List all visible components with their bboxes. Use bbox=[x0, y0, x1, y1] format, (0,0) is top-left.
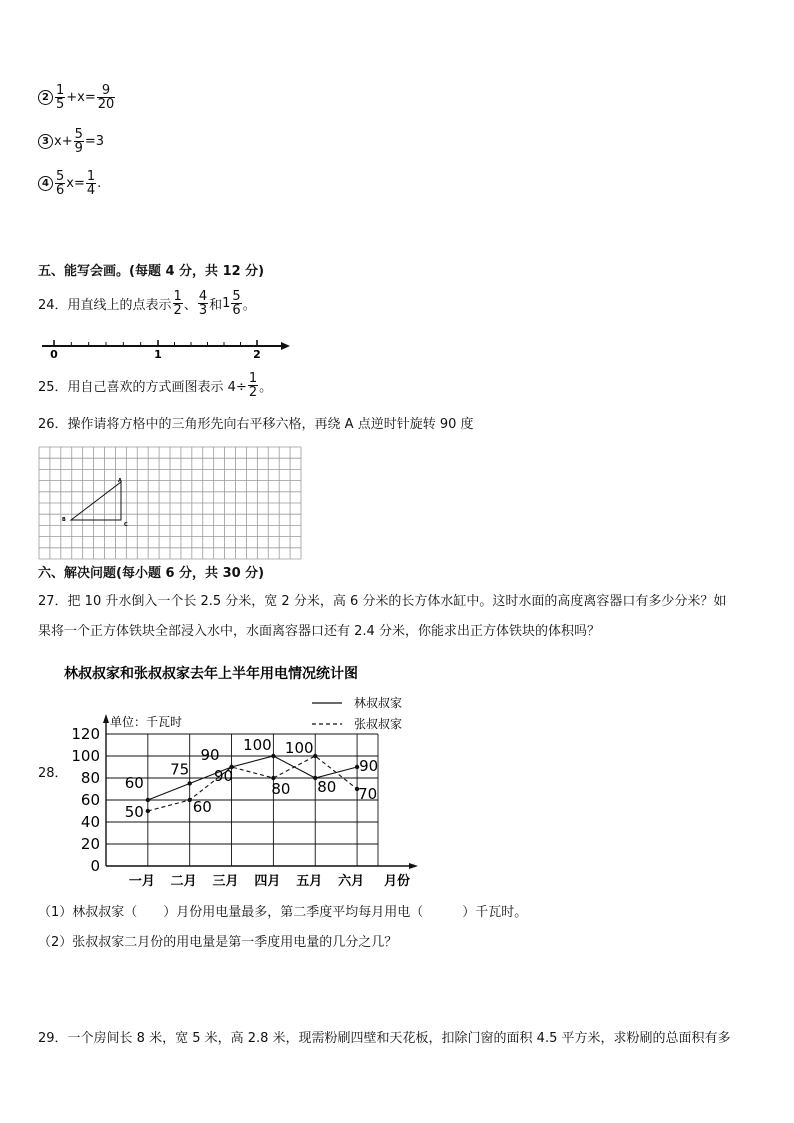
question-25 bbox=[38, 372, 272, 399]
data-label: 80 bbox=[271, 780, 291, 798]
data-label: 90 bbox=[213, 767, 234, 785]
fraction: $\frac{5}{9}$ bbox=[74, 127, 83, 156]
q24-fraction-1: $\frac{1}{2}$ bbox=[173, 289, 182, 318]
data-point bbox=[146, 809, 150, 813]
y-tick-label: 20 bbox=[80, 835, 100, 853]
data-label: 100 bbox=[284, 739, 314, 757]
fraction: $\frac{1}{5}$ bbox=[56, 83, 65, 112]
number-line-arrow bbox=[281, 342, 290, 350]
question-28-number: 28． bbox=[38, 766, 68, 781]
q24-suffix: 。 bbox=[242, 298, 256, 313]
y-axis-arrow bbox=[103, 714, 109, 723]
label-c: C bbox=[124, 522, 128, 528]
x-tick-label: 五月 bbox=[296, 874, 323, 889]
question-24 bbox=[38, 290, 256, 317]
y-tick-label: 0 bbox=[90, 857, 100, 875]
legend-label-zhang: 张叔叔家 bbox=[354, 717, 403, 731]
y-tick-label: 100 bbox=[71, 747, 100, 765]
data-point bbox=[146, 798, 150, 802]
chart-unit-label: 单位：千瓦时 bbox=[110, 715, 183, 729]
x-axis-arrow bbox=[409, 863, 418, 869]
q24-prefix: 24．用直线上的点表示 bbox=[38, 298, 172, 313]
data-label: 90 bbox=[359, 757, 379, 775]
data-label: 80 bbox=[317, 778, 337, 796]
equation-2 bbox=[38, 84, 116, 111]
q25-fraction: $\frac{1}{2}$ bbox=[248, 371, 258, 400]
x-tick-label: 四月 bbox=[254, 874, 281, 889]
q24-sep-1: 、 bbox=[183, 298, 197, 313]
data-label: 60 bbox=[124, 774, 144, 792]
x-tick-label: 一月 bbox=[128, 874, 155, 889]
equation-4 bbox=[38, 170, 101, 197]
q24-mixed-whole: 1 bbox=[222, 296, 231, 311]
x-tick-label: 二月 bbox=[170, 874, 197, 889]
question-26: 26．操作请将方格中的三角形先向右平移六格，再绕 A 点逆时针旋转 90 度 bbox=[38, 417, 474, 432]
x-axis-label: 月份 bbox=[384, 874, 411, 889]
equation-number: 2 bbox=[38, 90, 53, 105]
section5-title: 五、能写会画。(每题 4 分，共 12 分) bbox=[38, 264, 265, 279]
q25-suffix: 。 bbox=[259, 380, 273, 395]
q24-sep-2: 和 bbox=[209, 298, 223, 313]
fraction: $\frac{9}{20}$ bbox=[97, 83, 115, 112]
equation-text: . bbox=[97, 176, 102, 191]
data-point bbox=[313, 754, 317, 758]
number-line bbox=[38, 336, 300, 362]
equation-text: +x= bbox=[66, 90, 96, 105]
question-27-line-1: 27．把 10 升水倒入一个长 2.5 分米，宽 2 分米，高 6 分米的长方体水缸中。这时水面的高度离容器口有多少分米？如 bbox=[38, 594, 727, 609]
q25-prefix: 25．用自己喜欢的方式画图表示 4÷ bbox=[38, 380, 247, 395]
question-29: 29．一个房间长 8 米，宽 5 米，高 2.8 米，现需粉刷四壁和天花板，扣除门窗的面积 4.5 平方米，求粉刷的总面积有多 bbox=[38, 1031, 731, 1046]
question-28-sub-1: （1）林叔叔家（ ）月份用电量最多，第二季度平均每月用电（ ）千瓦时。 bbox=[38, 905, 528, 920]
data-label: 70 bbox=[358, 785, 378, 803]
q24-fraction-2: $\frac{4}{3}$ bbox=[198, 289, 208, 318]
data-label: 100 bbox=[243, 736, 272, 754]
number-line-label-1: 1 bbox=[154, 348, 162, 361]
chart-title: 林叔叔家和张叔叔家去年上半年用电情况统计图 bbox=[64, 666, 358, 682]
q24-fraction-3: $\frac{5}{6}$ bbox=[232, 289, 241, 318]
y-tick-label: 60 bbox=[80, 791, 100, 809]
number-line-label-0: 0 bbox=[50, 348, 58, 361]
grid-figure bbox=[38, 446, 302, 560]
data-label: 75 bbox=[170, 760, 190, 779]
label-a: A bbox=[118, 478, 122, 484]
equation-3 bbox=[38, 128, 104, 155]
label-b: B bbox=[62, 517, 66, 523]
x-tick-label: 六月 bbox=[338, 874, 365, 889]
equation-text: =3 bbox=[84, 134, 105, 149]
fraction: $\frac{5}{6}$ bbox=[56, 169, 65, 198]
section6-title: 六、解决问题(每小题 6 分，共 30 分) bbox=[38, 566, 265, 581]
equation-text: x+ bbox=[54, 134, 73, 149]
legend-label-lin: 林叔叔家 bbox=[354, 696, 403, 710]
y-tick-label: 40 bbox=[80, 813, 100, 831]
data-label: 60 bbox=[192, 798, 212, 816]
equation-text: x= bbox=[66, 176, 85, 191]
data-label: 50 bbox=[124, 803, 144, 821]
question-28-sub-2: （2）张叔叔家二月份的用电量是第一季度用电量的几分之几？ bbox=[38, 935, 398, 950]
equation-number: 3 bbox=[38, 134, 53, 149]
y-tick-label: 120 bbox=[71, 725, 100, 743]
line-chart bbox=[60, 656, 440, 892]
question-27-line-2: 果将一个正方体铁块全部浸入水中，水面离容器口还有 2.4 分米，你能求出正方体铁块的体积吗？ bbox=[38, 624, 600, 639]
data-point bbox=[271, 754, 275, 758]
y-tick-label: 80 bbox=[80, 769, 100, 787]
data-point bbox=[187, 798, 191, 802]
fraction: $\frac{1}{4}$ bbox=[86, 169, 96, 198]
number-line-label-2: 2 bbox=[253, 348, 261, 361]
x-tick-label: 三月 bbox=[212, 874, 239, 889]
data-point bbox=[187, 781, 191, 785]
equation-number: 4 bbox=[38, 176, 53, 191]
data-label: 90 bbox=[200, 746, 220, 764]
